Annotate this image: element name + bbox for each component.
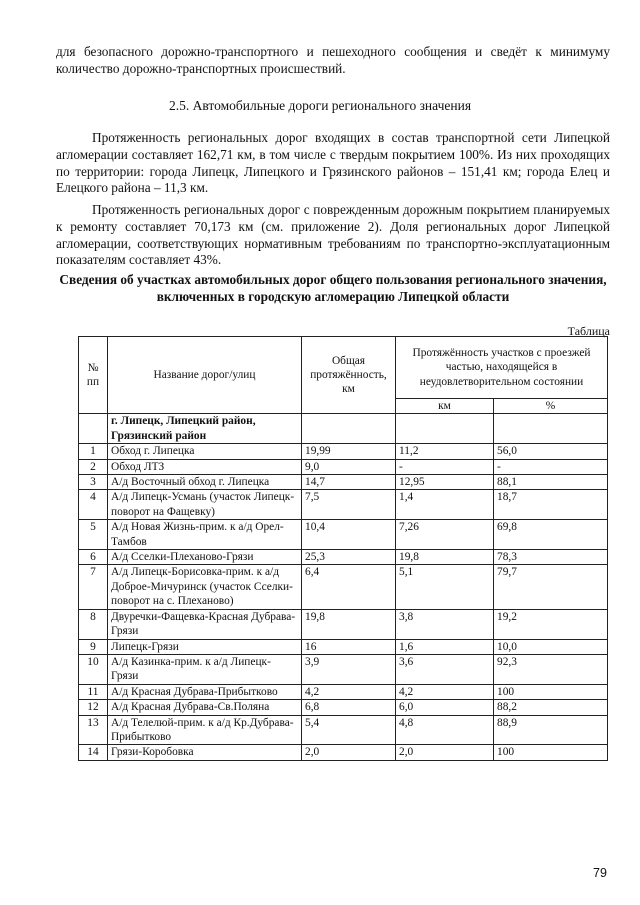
row-unsatisfactory-km: 19,8 xyxy=(396,550,494,565)
table-row xyxy=(79,444,608,459)
row-road-name: А/д Красная Дубрава-Св.Поляна xyxy=(108,700,302,715)
row-unsatisfactory-percent: 56,0 xyxy=(494,444,608,459)
row-total-length: 2,0 xyxy=(302,745,396,760)
row-unsatisfactory-percent: 100 xyxy=(494,745,608,760)
row-total-length: 5,4 xyxy=(302,715,396,745)
roads-table xyxy=(78,336,608,761)
row-road-name: А/д Сселки-Плеханово-Грязи xyxy=(108,550,302,565)
row-road-name: А/д Казинка-прим. к а/д Липецк-Грязи xyxy=(108,654,302,684)
intro-paragraph: для безопасного дорожно-транспортного и пешеходного сообщения и сведёт к минимуму количество дорожно-транспортных происшествий. xyxy=(56,44,610,76)
row-number: 3 xyxy=(79,475,108,490)
row-unsatisfactory-km: 4,8 xyxy=(396,715,494,745)
row-unsatisfactory-km: 1,6 xyxy=(396,639,494,654)
table-row xyxy=(79,654,608,684)
row-total-length: 25,3 xyxy=(302,550,396,565)
table-row xyxy=(79,565,608,609)
row-unsatisfactory-percent: 88,2 xyxy=(494,700,608,715)
row-total-length: 9,0 xyxy=(302,459,396,474)
row-unsatisfactory-percent: 88,9 xyxy=(494,715,608,745)
row-number: 6 xyxy=(79,550,108,565)
table-row xyxy=(79,639,608,654)
row-number: 9 xyxy=(79,639,108,654)
paragraph-repair: Протяженность региональных дорог с поврежденным дорожным покрытием планируемых к ремонту составляет 70,173 км (см. приложение 2). Доля региональных дорог Липецкой агломерации, соответствующих нормативным требованиям по транспортно-эксплуатационным показателям составляет 43%. xyxy=(56,202,610,268)
row-unsatisfactory-percent: 78,3 xyxy=(494,550,608,565)
row-road-name: А/д Восточный обход г. Липецка xyxy=(108,475,302,490)
row-total-length: 10,4 xyxy=(302,520,396,550)
row-number: 12 xyxy=(79,700,108,715)
row-total-length: 19,99 xyxy=(302,444,396,459)
table-row xyxy=(79,609,608,639)
group-row xyxy=(79,414,608,444)
row-road-name: А/д Новая Жизнь-прим. к а/д Орел-Тамбов xyxy=(108,520,302,550)
row-total-length: 4,2 xyxy=(302,684,396,699)
row-road-name: А/д Липецк-Борисовка-прим. к а/д Доброе-Мичуринск (участок Сселки- поворот на с. Плеханово) xyxy=(108,565,302,609)
row-unsatisfactory-km: 2,0 xyxy=(396,745,494,760)
row-unsatisfactory-percent: 88,1 xyxy=(494,475,608,490)
row-unsatisfactory-km: 3,8 xyxy=(396,609,494,639)
table-row xyxy=(79,550,608,565)
header-km: км xyxy=(396,399,494,414)
header-road-name: Название дорог/улиц xyxy=(108,337,302,414)
row-unsatisfactory-percent: 79,7 xyxy=(494,565,608,609)
row-unsatisfactory-km: - xyxy=(396,459,494,474)
row-unsatisfactory-km: 7,26 xyxy=(396,520,494,550)
row-total-length: 3,9 xyxy=(302,654,396,684)
row-number: 2 xyxy=(79,459,108,474)
row-number: 8 xyxy=(79,609,108,639)
row-number: 1 xyxy=(79,444,108,459)
row-number: 5 xyxy=(79,520,108,550)
page-number: 79 xyxy=(593,866,607,880)
table-title: Сведения об участках автомобильных дорог общего пользования регионального значения, включенных в городскую агломерацию Липецкой области xyxy=(59,272,607,304)
row-unsatisfactory-percent: 92,3 xyxy=(494,654,608,684)
row-total-length: 6,8 xyxy=(302,700,396,715)
row-unsatisfactory-km: 3,6 xyxy=(396,654,494,684)
row-number: 7 xyxy=(79,565,108,609)
row-unsatisfactory-km: 12,95 xyxy=(396,475,494,490)
row-unsatisfactory-km: 4,2 xyxy=(396,684,494,699)
row-unsatisfactory-km: 6,0 xyxy=(396,700,494,715)
row-total-length: 14,7 xyxy=(302,475,396,490)
table-row xyxy=(79,459,608,474)
table-row xyxy=(79,520,608,550)
row-total-length: 19,8 xyxy=(302,609,396,639)
row-unsatisfactory-percent: 69,8 xyxy=(494,520,608,550)
row-unsatisfactory-percent: - xyxy=(494,459,608,474)
header-total-length: Общая протяжённость, км xyxy=(302,337,396,414)
paragraph-length: Протяженность региональных дорог входящих в состав транспортной сети Липецкой агломерации составляет 162,71 км, в том числе с твердым покрытием 100%. Из них проходящих по территории: города Липецк, Липецкого и Грязинского районов – 151,41 км; города Елец и Елецкого района – 11,3 км. xyxy=(56,130,610,196)
row-number: 4 xyxy=(79,490,108,520)
table-row xyxy=(79,715,608,745)
table-row xyxy=(79,684,608,699)
row-road-name: Двуречки-Фащевка-Красная Дубрава-Грязи xyxy=(108,609,302,639)
header-number: № пп xyxy=(79,337,108,414)
group-title: г. Липецк, Липецкий район, Грязинский район xyxy=(108,414,302,444)
row-unsatisfactory-percent: 18,7 xyxy=(494,490,608,520)
row-road-name: Обход г. Липецка xyxy=(108,444,302,459)
row-total-length: 7,5 xyxy=(302,490,396,520)
table-label: Таблица xyxy=(567,324,610,338)
row-total-length: 6,4 xyxy=(302,565,396,609)
row-road-name: А/д Красная Дубрава-Прибытково xyxy=(108,684,302,699)
header-unsatisfactory-length: Протяжённость участков с проезжей частью, находящейся в неудовлетворительном состоянии xyxy=(396,337,608,399)
row-number: 10 xyxy=(79,654,108,684)
row-road-name: А/д Липецк-Усмань (участок Липецк-поворот на Фащевку) xyxy=(108,490,302,520)
row-unsatisfactory-percent: 19,2 xyxy=(494,609,608,639)
row-road-name: Грязи-Коробовка xyxy=(108,745,302,760)
row-total-length: 16 xyxy=(302,639,396,654)
table-row xyxy=(79,475,608,490)
row-road-name: Обход ЛТЗ xyxy=(108,459,302,474)
row-unsatisfactory-percent: 10,0 xyxy=(494,639,608,654)
header-percent: % xyxy=(494,399,608,414)
section-heading: 2.5. Автомобильные дороги регионального значения xyxy=(168,98,472,113)
row-number: 11 xyxy=(79,684,108,699)
row-unsatisfactory-km: 5,1 xyxy=(396,565,494,609)
row-unsatisfactory-km: 1,4 xyxy=(396,490,494,520)
row-unsatisfactory-km: 11,2 xyxy=(396,444,494,459)
row-unsatisfactory-percent: 100 xyxy=(494,684,608,699)
table-row xyxy=(79,745,608,760)
row-road-name: А/д Телелюй-прим. к а/д Кр.Дубрава-Прибытково xyxy=(108,715,302,745)
row-road-name: Липецк-Грязи xyxy=(108,639,302,654)
table-row xyxy=(79,700,608,715)
table-row xyxy=(79,490,608,520)
row-number: 13 xyxy=(79,715,108,745)
row-number: 14 xyxy=(79,745,108,760)
